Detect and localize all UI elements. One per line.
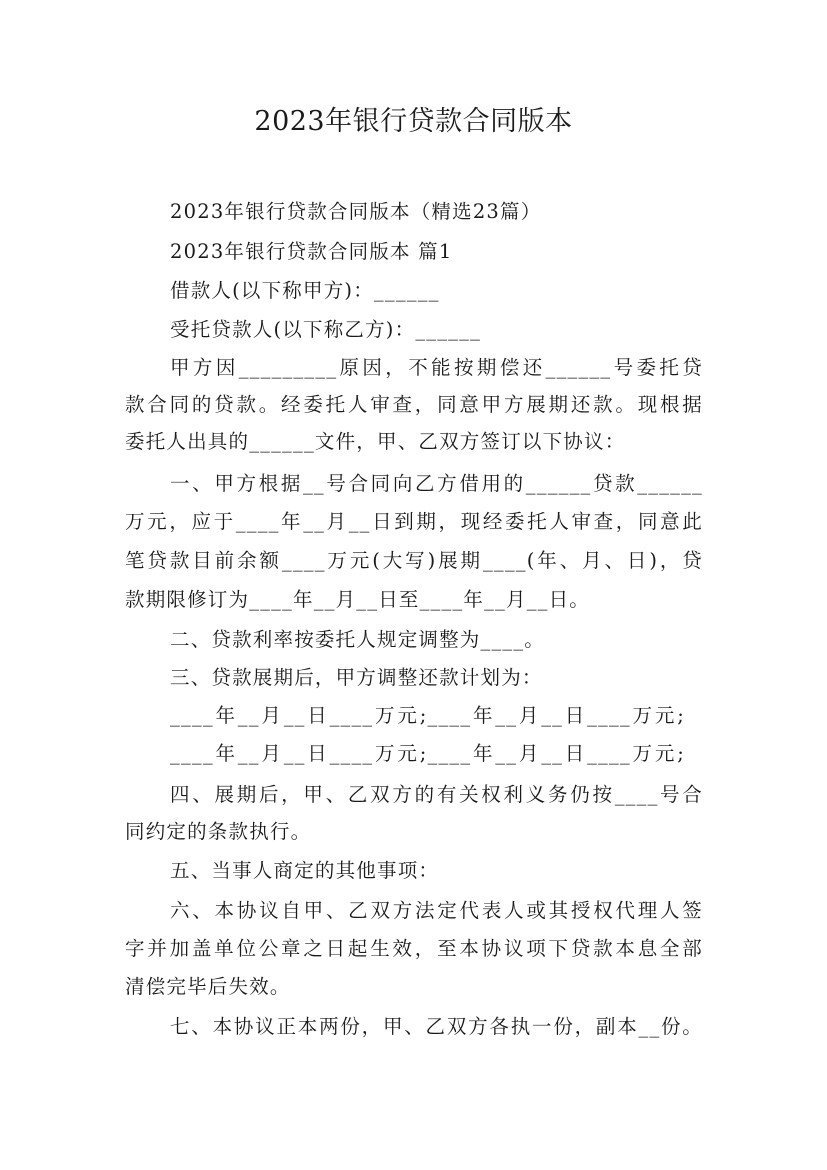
clause-1-line: 款期限修订为____年__月__日至____年__月__日。 <box>125 588 591 611</box>
clause-6-line: 字并加盖单位公章之日起生效，至本协议项下贷款本息全部 <box>125 937 703 960</box>
clause-1-line: 笔贷款目前余额____万元(大写)展期____(年、月、日)，贷 <box>125 549 703 572</box>
section-heading: 2023年银行贷款合同版本 篇1 <box>170 240 453 263</box>
paragraph-line: 委托人出具的______文件，甲、乙双方签订以下协议： <box>125 430 626 453</box>
clause-3-line: 三、贷款展期后，甲方调整还款计划为： <box>170 666 543 689</box>
clause-2-line: 二、贷款利率按委托人规定调整为____。 <box>170 628 546 651</box>
clause-7-line: 七、本协议正本两份，甲、乙双方各执一份，副本__份。 <box>170 1015 703 1038</box>
clause-1-line: 一、甲方根据__号合同向乙方借用的______贷款______ <box>170 472 703 495</box>
subtitle-line: 2023年银行贷款合同版本（精选23篇） <box>170 200 542 223</box>
clause-5-line: 五、当事人商定的其他事项： <box>170 859 440 882</box>
lender-line: 受托贷款人(以下称乙方)：______ <box>170 318 482 341</box>
borrower-line: 借款人(以下称甲方)：______ <box>170 279 440 302</box>
paragraph-line: 款合同的贷款。经委托人审查，同意甲方展期还款。现根据 <box>125 393 703 416</box>
clause-6-line: 六、本协议自甲、乙双方法定代表人或其授权代理人签 <box>170 899 703 922</box>
clause-4-line: 同约定的条款执行。 <box>125 820 312 843</box>
document-title: 2023年银行贷款合同版本 <box>254 106 573 137</box>
clause-4-line: 四、展期后，甲、乙双方的有关权利义务仍按____号合 <box>170 783 703 806</box>
repayment-schedule-line: ____年__月__日____万元;____年__月__日____万元; <box>170 742 685 765</box>
clause-6-line: 清偿完毕后失效。 <box>125 975 291 998</box>
repayment-schedule-line: ____年__月__日____万元;____年__月__日____万元; <box>170 704 685 727</box>
paragraph-line: 甲方因_________原因，不能按期偿还______号委托贷 <box>170 356 703 379</box>
clause-1-line: 万元，应于____年__月__日到期，现经委托人审查，同意此 <box>125 510 703 533</box>
